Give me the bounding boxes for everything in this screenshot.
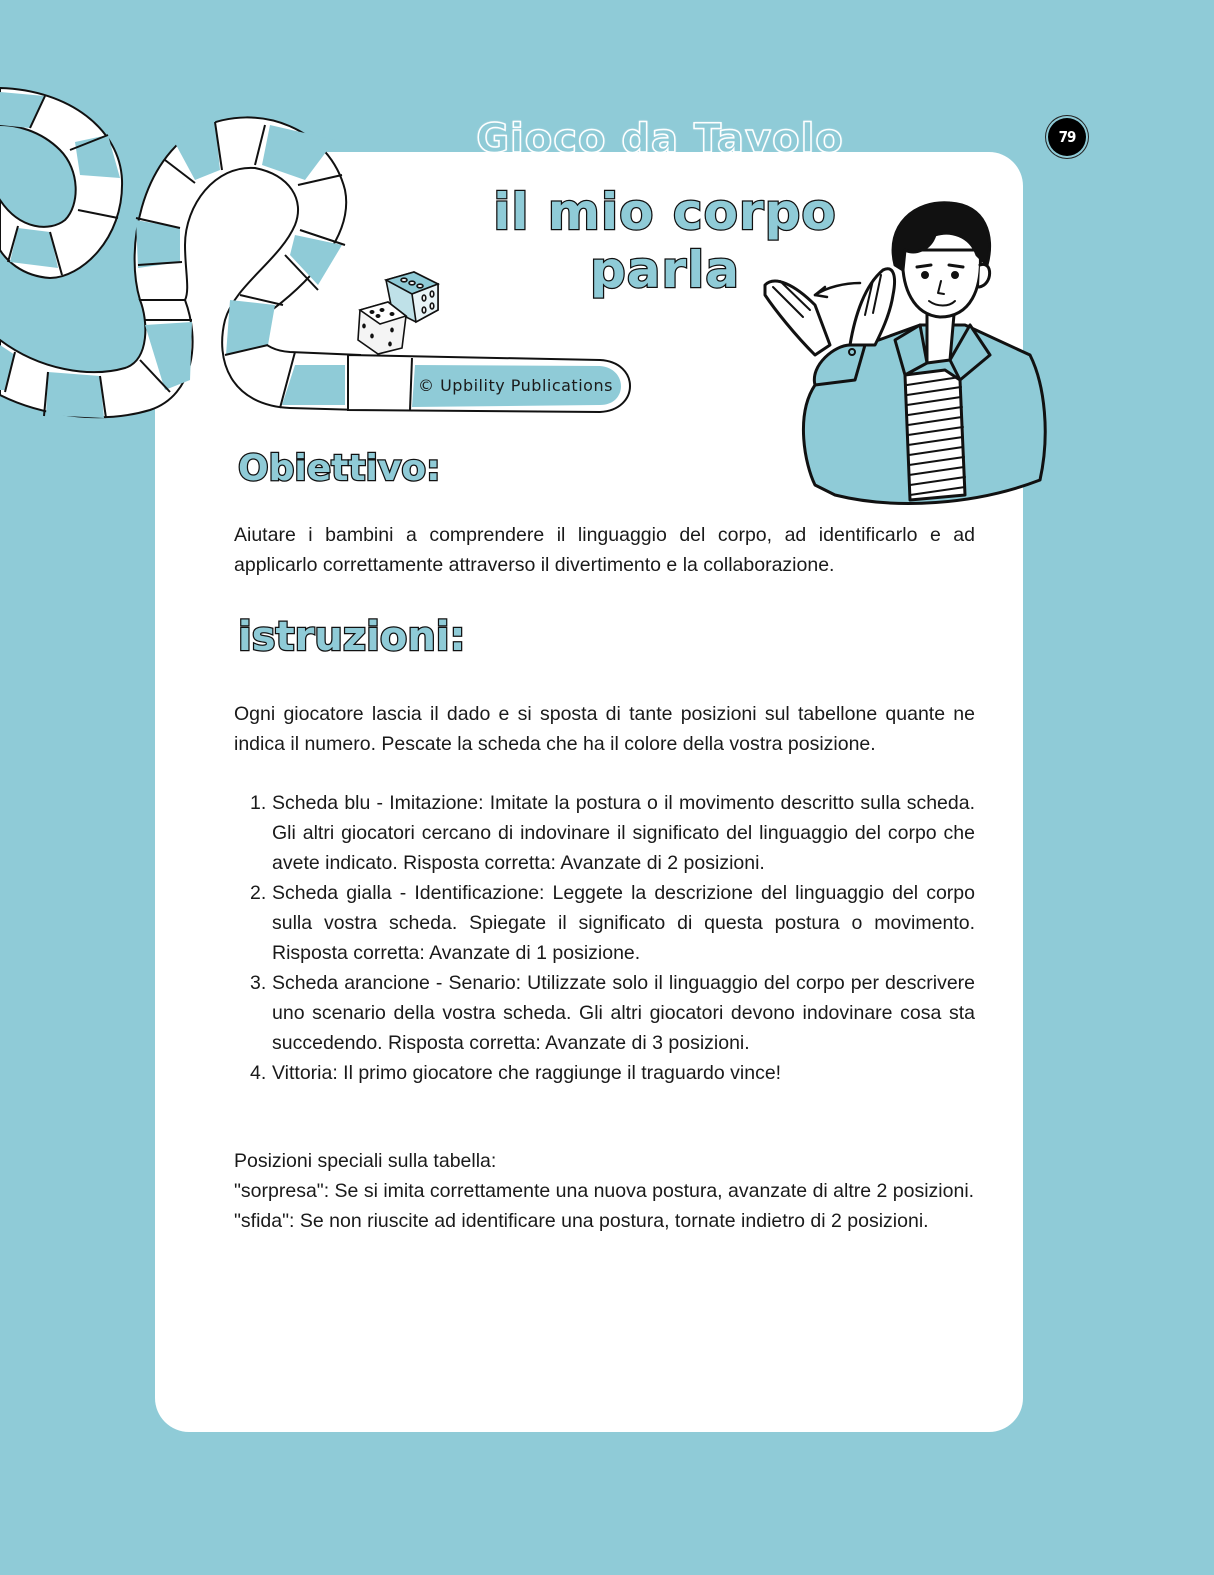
objective-text: Aiutare i bambini a comprendere il linguaggio del corpo, ad identificarlo e ad applicarlo correttamente attraverso il divertimento e la collaborazione. xyxy=(234,524,975,576)
step-number: 4. xyxy=(250,1062,267,1084)
person-gesturing-icon xyxy=(755,195,1055,505)
step-text: Vittoria: Il primo giocatore che raggiunge il traguardo vince! xyxy=(272,1062,782,1084)
special-position-sfida: "sfida": Se non riuscite ad identificare una postura, tornate indietro di 2 posizioni. xyxy=(234,1210,929,1232)
step-item xyxy=(234,788,975,878)
page-number-badge: 79 xyxy=(1048,118,1086,156)
page-title: il mio corpo parla xyxy=(493,183,837,299)
step-item xyxy=(234,878,975,968)
step-number: 2. xyxy=(250,882,267,904)
step-text: Scheda arancione - Senario: Utilizzate solo il linguaggio del corpo per descrivere uno scenario della vostra scheda. Gli altri giocatori devono indovinare cosa sta succedendo. Risposta corretta: Avanzate di 3 posizioni. xyxy=(272,972,975,1054)
special-position-sorpresa: "sorpresa": Se si imita correttamente una nuova postura, avanzate di altre 2 posizioni. xyxy=(234,1180,975,1202)
step-number: 1. xyxy=(250,792,267,814)
objective-heading: Obiettivo: xyxy=(238,448,441,489)
copyright-label: © Upbility Publications xyxy=(418,376,613,395)
instructions-intro: Ogni giocatore lascia il dado e si sposta di tante posizioni sul tabellone quante ne indica il numero. Pescate la scheda che ha il colore della vostra posizione. xyxy=(234,703,975,755)
page-kicker: Gioco da Tavolo xyxy=(476,116,844,162)
step-text: Scheda gialla - Identificazione: Leggete la descrizione del linguaggio del corpo sulla vostra scheda. Spiegate il significato di questa postura o movimento. Risposta corretta: Avanzate di 1 posizione. xyxy=(272,882,975,964)
instructions-steps xyxy=(234,788,975,1088)
dice-icon xyxy=(352,268,444,358)
step-item xyxy=(234,1058,975,1088)
special-positions-title: Posizioni speciali sulla tabella: xyxy=(234,1150,497,1172)
step-text: Scheda blu - Imitazione: Imitate la postura o il movimento descritto sulla scheda. Gli altri giocatori cercano di indovinare il significato del linguaggio del corpo che avete indicato. Risposta corretta: Avanzate di 2 posizioni. xyxy=(272,792,975,874)
step-number: 3. xyxy=(250,972,267,994)
step-item xyxy=(234,968,975,1058)
special-positions xyxy=(234,1146,994,1236)
instructions-heading: istruzioni: xyxy=(238,614,466,660)
